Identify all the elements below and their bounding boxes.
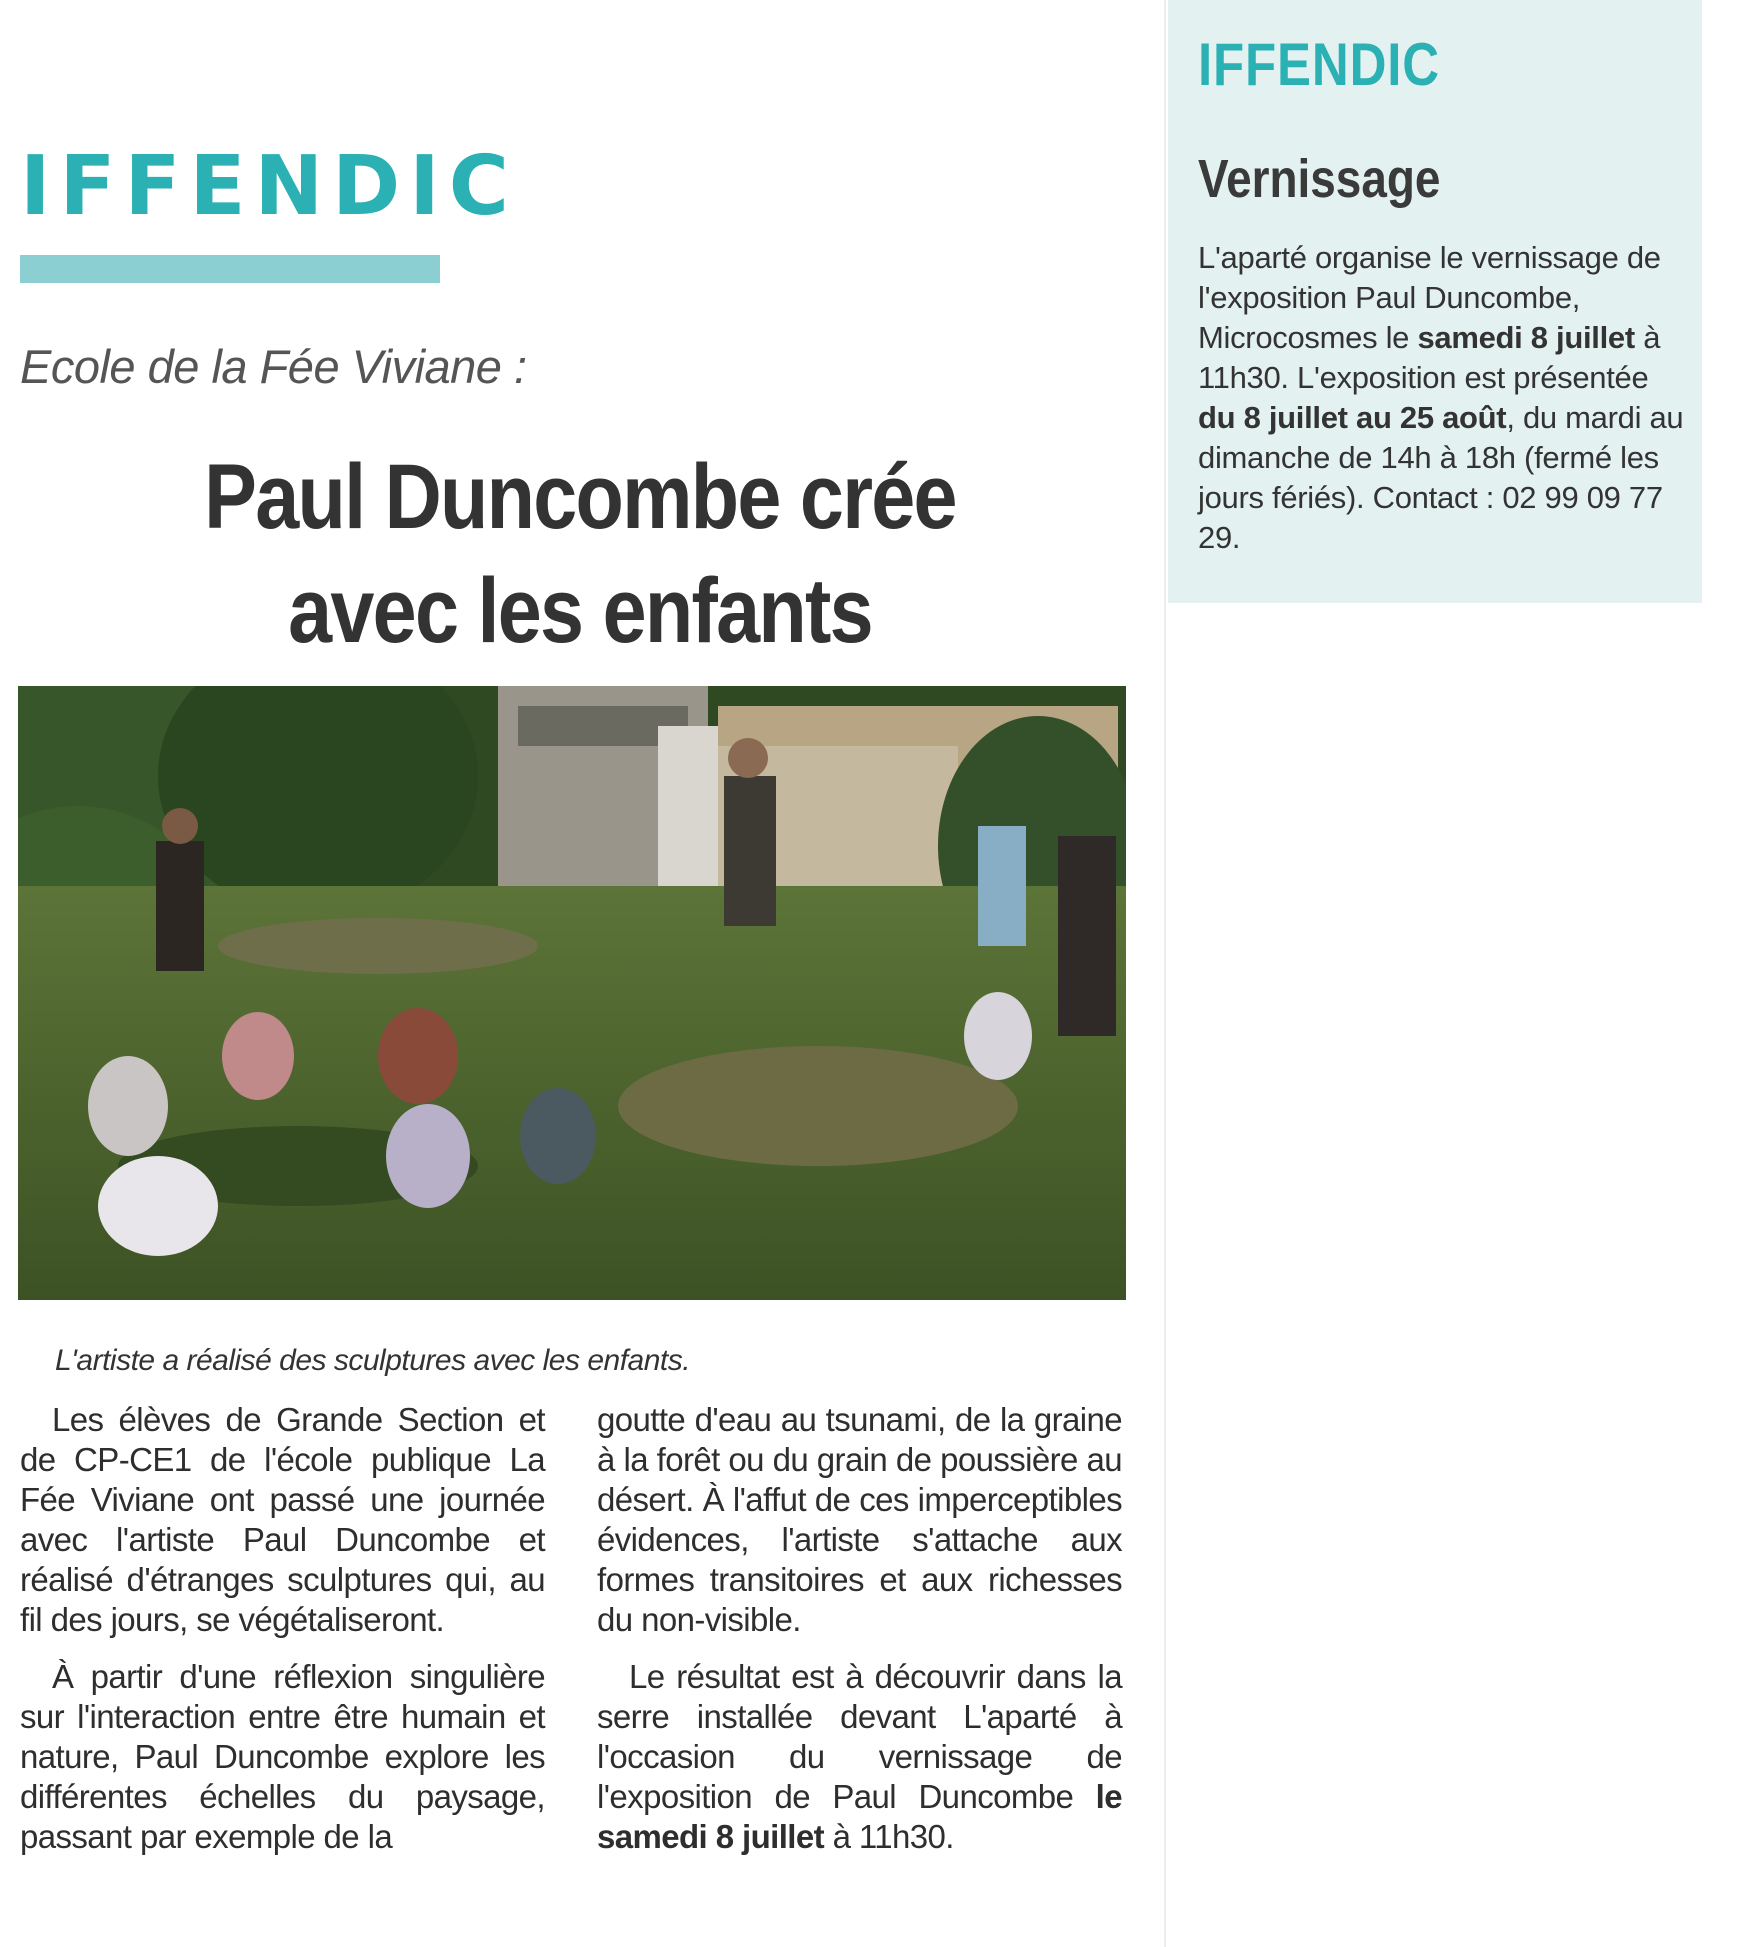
sidebar-text-part: L'aparté organise le vernissage de l'exposition Paul Duncombe, Microcosmes le [1198, 240, 1661, 355]
body-paragraph: Les élèves de Grande Section et de CP-CE1 de l'école publique La Fée Viviane ont passé une journée avec l'artiste Paul Duncombe et réalisé d'étranges sculptures qui, au fil des jours, se végétaliseront. [20, 1401, 545, 1638]
sidebar-date-range: du 8 juillet au 25 août [1198, 400, 1507, 435]
sidebar-heading: Vernissage [1198, 149, 1441, 209]
sidebar-text-part: , du mardi au dimanche de 14h à 18h (fermé les jours fériés). Contact : 02 99 09 77 29. [1198, 400, 1684, 555]
section-rule [20, 255, 440, 283]
sidebar-text-part: à 11h30. L'exposition est présentée [1198, 320, 1661, 395]
page-fold-edge [1164, 0, 1166, 1947]
article-headline [116, 440, 1045, 668]
headline-line-2: avec les enfants [288, 560, 872, 662]
sidebar-date: samedi 8 juillet [1417, 320, 1635, 355]
body-date: le samedi 8 juillet [597, 1778, 1122, 1855]
photo-caption: L'artiste a réalisé des sculptures avec les enfants. [55, 1344, 691, 1377]
sidebar-box [1168, 0, 1702, 603]
section-title: IFFENDIC [20, 139, 518, 234]
body-text: Le résultat est à découvrir dans la serre installée devant L'aparté à l'occasion du vernissage de l'exposition de Paul Duncombe [597, 1658, 1122, 1815]
sidebar-place: IFFENDIC [1198, 31, 1440, 98]
body-column-right [597, 1400, 1122, 1874]
article-photo [18, 686, 1126, 1300]
article-kicker: Ecole de la Fée Viviane : [20, 340, 527, 393]
headline-line-1: Paul Duncombe crée [204, 446, 956, 548]
photo-illustration [18, 686, 1126, 1300]
body-paragraph-final [597, 1657, 1122, 1857]
body-column-left [20, 1400, 545, 1874]
sidebar-text [1198, 238, 1686, 558]
body-paragraph: goutte d'eau au tsunami, de la graine à la forêt ou du grain de poussière au désert. À l'affut de ces imperceptibles évidences, l'artiste s'attache aux formes transitoires et aux richesses du non-visible. [597, 1401, 1122, 1638]
body-text-end: à 11h30. [824, 1818, 954, 1855]
body-paragraph: À partir d'une réflexion singulière sur l'interaction entre être humain et nature, Paul Duncombe explore les différentes échelles du paysage, passant par exemple de la [20, 1658, 545, 1855]
